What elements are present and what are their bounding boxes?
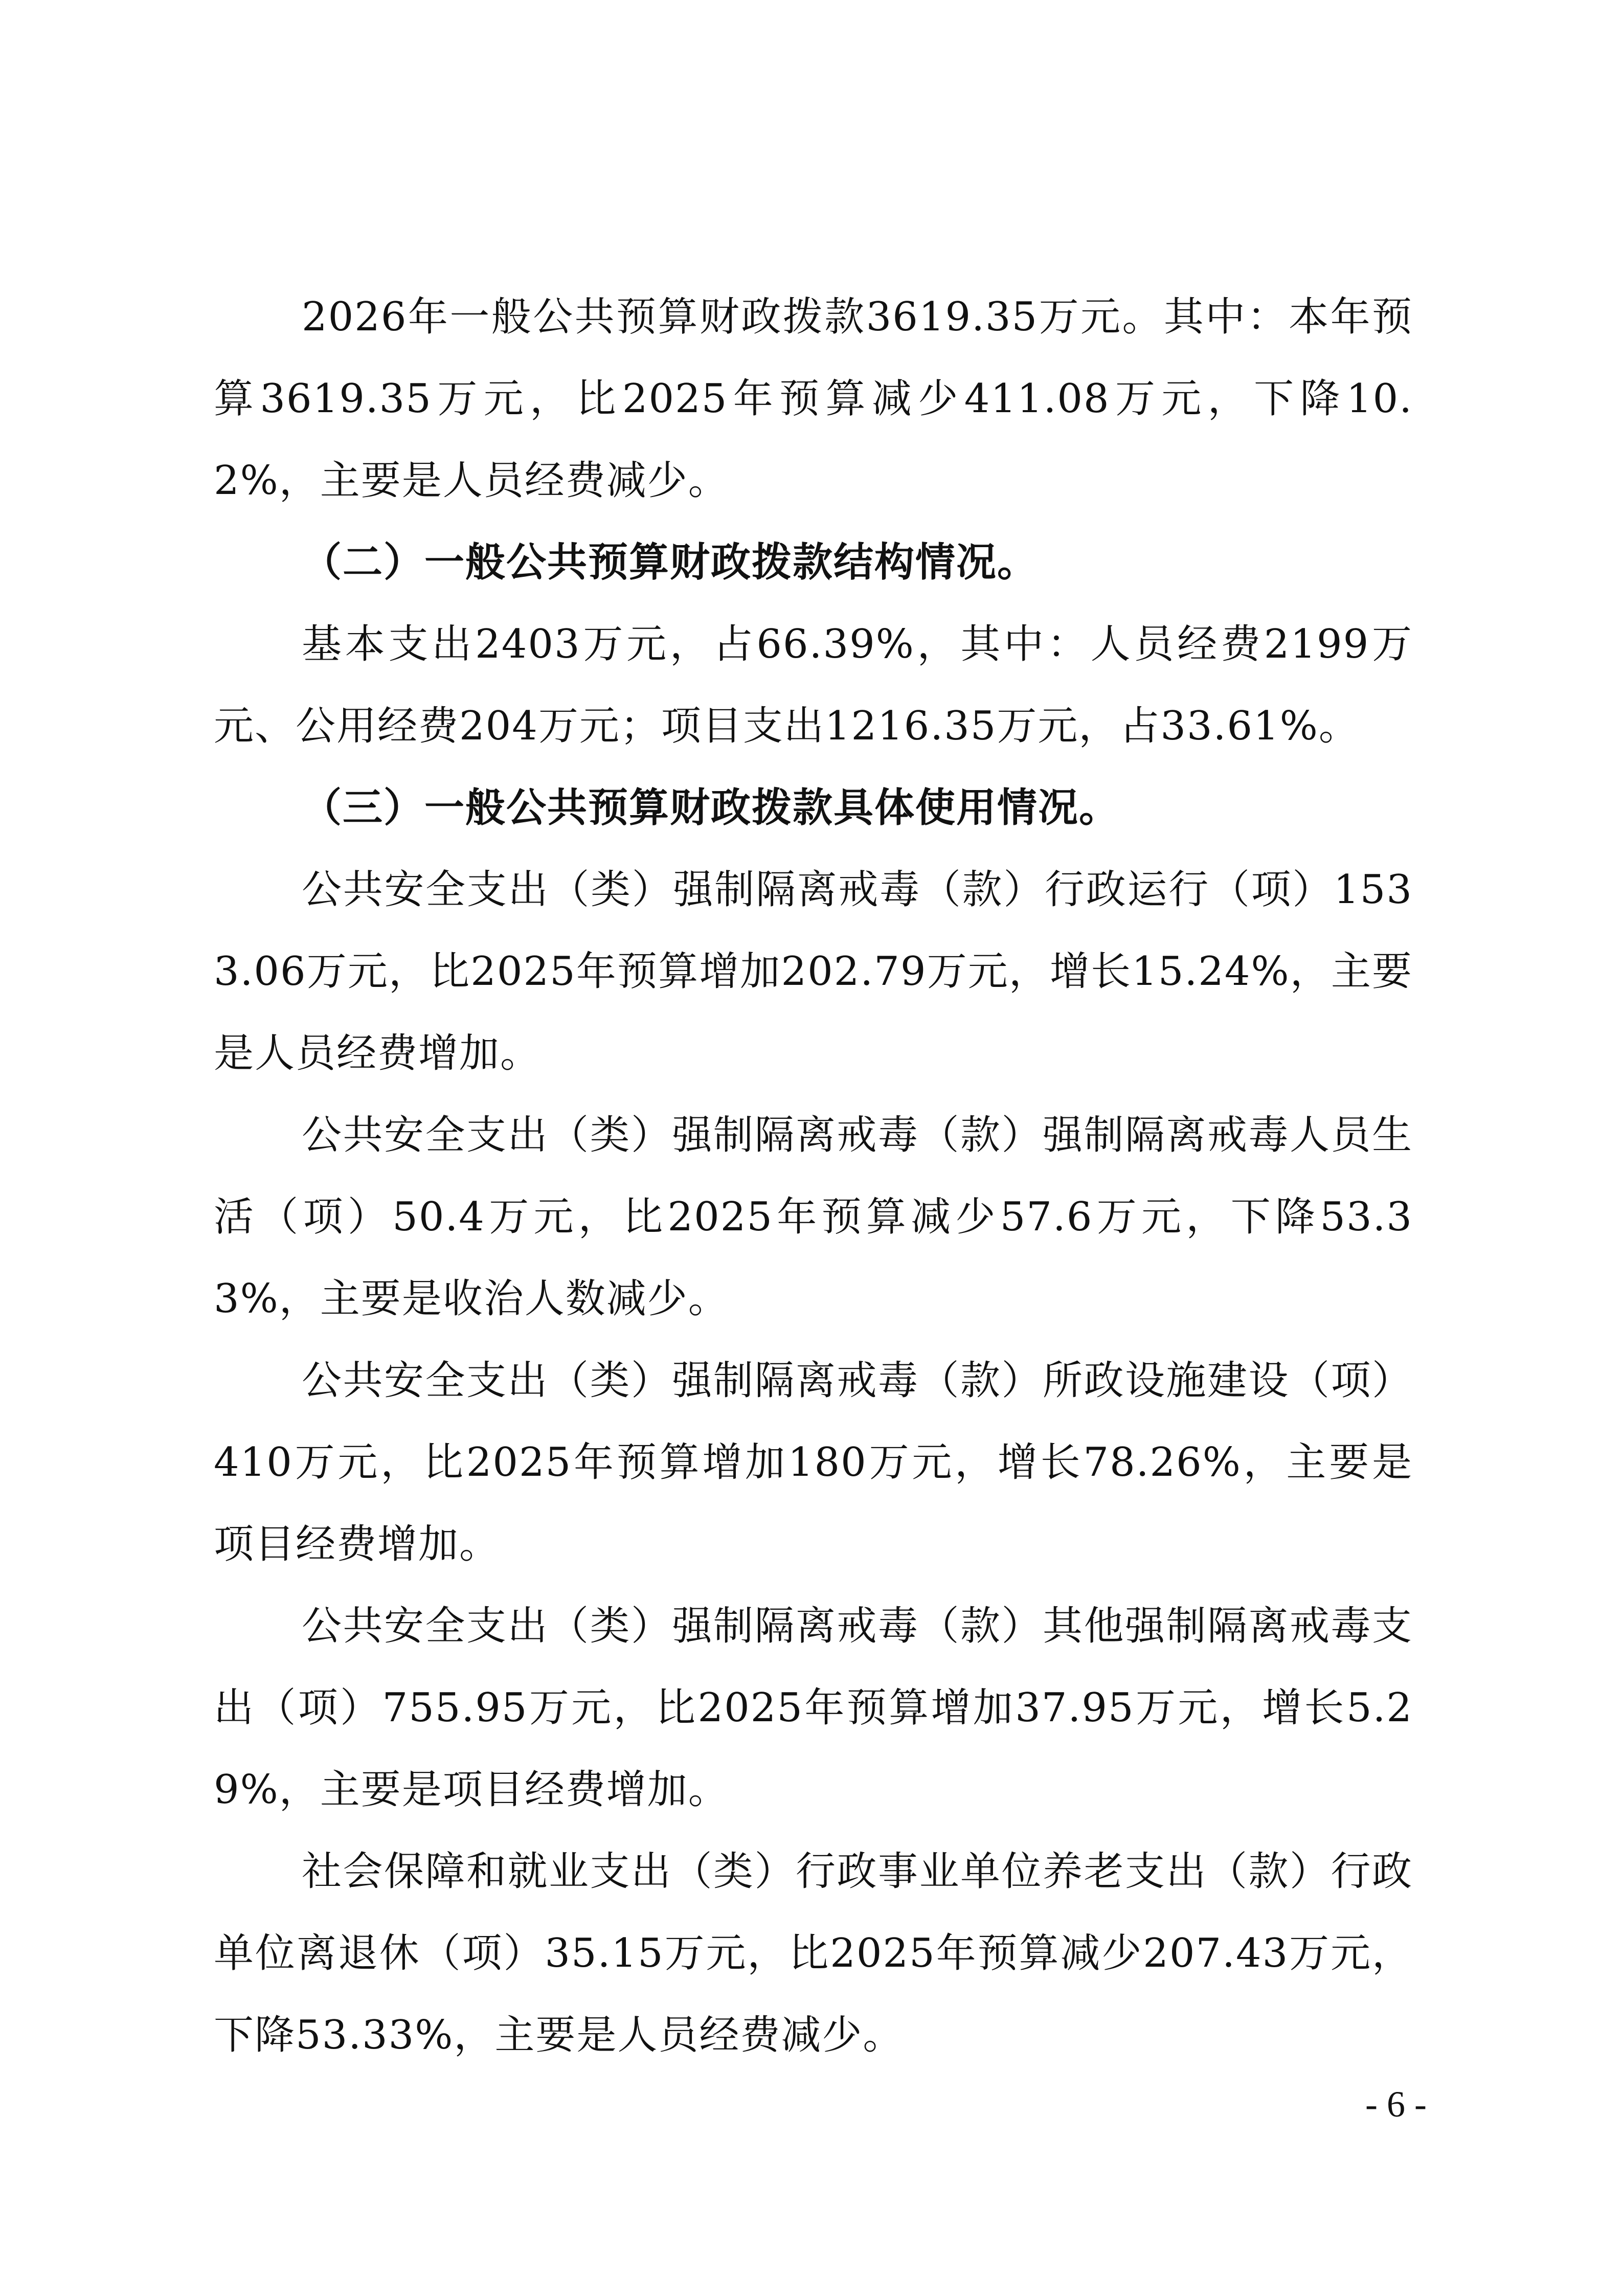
document-body	[214, 276, 1413, 2076]
paragraph-2026-appropriation: 2026年一般公共预算财政拨款3619.35万元。其中：本年预算3619.35万元，比2025年预算减少411.08万元，下降10.2%，主要是人员经费减少。	[214, 294, 1413, 504]
paragraph-facility-construction: 公共安全支出（类）强制隔离戒毒（款）所政设施建设（项）410万元，比2025年预算增加180万元，增长78.26%，主要是项目经费增加。	[214, 1358, 1413, 1567]
paragraph-other-detox-expenditure: 公共安全支出（类）强制隔离戒毒（款）其他强制隔离戒毒支出（项）755.95万元，比2025年预算增加37.95万元，增长5.29%，主要是项目经费增加。	[214, 1603, 1413, 1813]
paragraph-detainee-living: 公共安全支出（类）强制隔离戒毒（款）强制隔离戒毒人员生活（项）50.4万元，比2025年预算减少57.6万元，下降53.33%，主要是收治人数减少。	[214, 1112, 1413, 1322]
section-heading-structure: （二）一般公共预算财政拨款结构情况。	[302, 539, 1039, 586]
page-number: - 6 -	[1365, 2084, 1427, 2125]
paragraph-administrative-operation: 公共安全支出（类）强制隔离戒毒（款）行政运行（项）1533.06万元，比2025年预算增加202.79万元，增长15.24%，主要是人员经费增加。	[214, 867, 1413, 1076]
paragraph-basic-expenditure: 基本支出2403万元，占66.39%，其中：人员经费2199万元、公用经费204万元；项目支出1216.35万元，占33.61%。	[214, 621, 1413, 749]
paragraph-retirement-expenditure: 社会保障和就业支出（类）行政事业单位养老支出（款）行政单位离退休（项）35.15万元，比2025年预算减少207.43万元，下降53.33%，主要是人员经费减少。	[214, 1849, 1413, 2058]
section-heading-usage: （三）一般公共预算财政拨款具体使用情况。	[302, 784, 1120, 831]
